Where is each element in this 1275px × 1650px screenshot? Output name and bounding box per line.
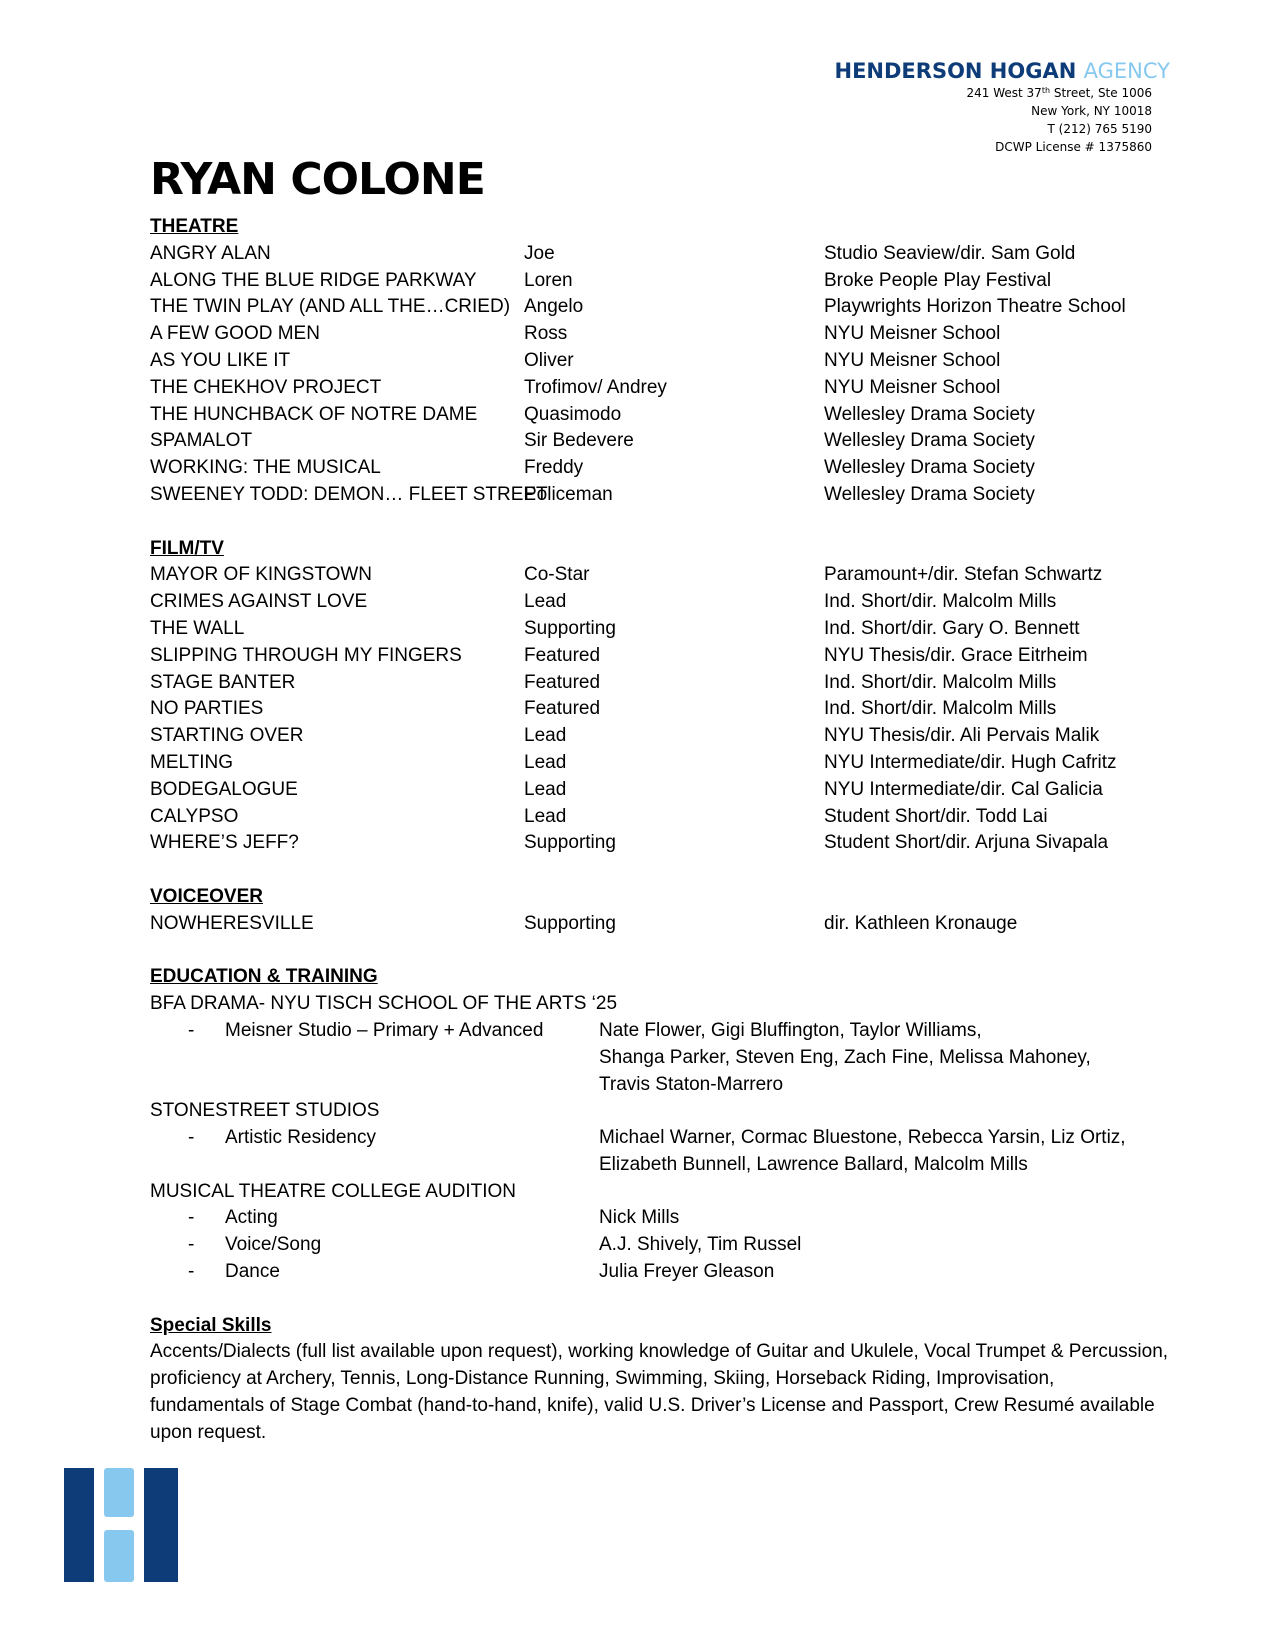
credit-role: Supporting: [524, 912, 616, 934]
film-credit-row: [150, 777, 1170, 804]
resume-body: [150, 214, 1170, 1447]
film-heading: FILM/TV: [150, 537, 224, 559]
agency-street: [835, 84, 1153, 102]
credit-role: Lead: [524, 725, 567, 747]
agency-license: DCWP License # 1375860: [995, 140, 1152, 154]
agency-street-suffix: th: [1041, 86, 1051, 95]
logo-lower-block: [104, 1530, 134, 1582]
credit-title: ANGRY ALAN: [150, 242, 271, 264]
film-credit-row: [150, 670, 1170, 697]
credit-role: Policeman: [524, 483, 613, 505]
theatre-credit-row: [150, 241, 1170, 268]
education-item: [150, 1259, 1170, 1286]
logo-left-bar: [64, 1468, 94, 1582]
credit-title: CRIMES AGAINST LOVE: [150, 591, 368, 613]
skills-text: Accents/Dialects (full list available upon request), working knowledge of Guitar and Ukulele, Vocal Trumpet & Percussion, proficiency at Archery, Tennis, Long-Distance Running, Swimming, Skiing, Horseback Riding, Improvisation, fundamentals of Stage Combat (hand-to-hand, knife), valid U.S. Driver’s License and Passport, Crew Resumé available upon request.: [150, 1341, 1169, 1443]
teacher-line: Nick Mills: [599, 1207, 680, 1229]
credit-venue: Studio Seaview/dir. Sam Gold: [824, 242, 1076, 264]
credit-title: MAYOR OF KINGSTOWN: [150, 564, 373, 586]
credit-title: STARTING OVER: [150, 725, 304, 747]
film-credit-row: [150, 589, 1170, 616]
logo-right-bar: [144, 1468, 178, 1582]
credit-venue: Paramount+/dir. Stefan Schwartz: [824, 564, 1103, 586]
theatre-heading: THEATRE: [150, 216, 239, 237]
credit-venue: Wellesley Drama Society: [824, 457, 1035, 479]
education-list: [150, 991, 1170, 1286]
theatre-credit-row: [150, 294, 1170, 321]
credit-title: WORKING: THE MUSICAL: [150, 457, 381, 479]
credit-title: THE WALL: [150, 617, 245, 639]
logo-upper-block: [104, 1468, 134, 1517]
teacher-line: Nate Flower, Gigi Bluffington, Taylor Williams,: [599, 1019, 982, 1041]
film-credit-row: [150, 696, 1170, 723]
teacher-line: A.J. Shively, Tim Russel: [599, 1234, 802, 1256]
credit-title: SLIPPING THROUGH MY FINGERS: [150, 644, 462, 666]
education-course: Voice/Song: [225, 1234, 322, 1256]
credit-venue: Ind. Short/dir. Malcolm Mills: [824, 671, 1057, 693]
credit-role: Trofimov/ Andrey: [524, 376, 667, 398]
bullet-dash: -: [188, 1234, 195, 1256]
credit-venue: NYU Thesis/dir. Grace Eitrheim: [824, 644, 1088, 666]
education-course: Acting: [225, 1207, 278, 1229]
voiceover-list: [150, 911, 1170, 938]
credit-role: Loren: [524, 269, 573, 291]
credit-title: AS YOU LIKE IT: [150, 349, 291, 371]
credit-role: Ross: [524, 323, 568, 345]
credit-role: Oliver: [524, 349, 574, 371]
credit-venue: Ind. Short/dir. Gary O. Bennett: [824, 617, 1080, 639]
theatre-credit-row: [150, 375, 1170, 402]
credit-role: Lead: [524, 751, 567, 773]
credit-venue: Student Short/dir. Arjuna Sivapala: [824, 832, 1109, 854]
education-teachers: [599, 1259, 1170, 1286]
credit-venue: Wellesley Drama Society: [824, 403, 1035, 425]
education-item: [150, 1205, 1170, 1232]
credit-venue: Wellesley Drama Society: [824, 483, 1035, 505]
education-heading: EDUCATION & TRAINING: [150, 966, 378, 988]
credit-title: NO PARTIES: [150, 698, 264, 720]
credit-venue: NYU Meisner School: [824, 323, 1001, 345]
theatre-credit-row: [150, 268, 1170, 295]
education-course: Meisner Studio – Primary + Advanced: [225, 1019, 544, 1041]
credit-title: STAGE BANTER: [150, 671, 296, 693]
credit-title: SPAMALOT: [150, 430, 253, 452]
education-course: Artistic Residency: [225, 1127, 376, 1149]
performer-name: RYAN COLONE: [150, 154, 485, 205]
credit-role: Co-Star: [524, 564, 590, 586]
credit-venue: NYU Intermediate/dir. Hugh Cafritz: [824, 751, 1117, 773]
credit-title: THE HUNCHBACK OF NOTRE DAME: [150, 403, 478, 425]
bullet-dash: -: [188, 1207, 195, 1229]
education-teachers: [599, 1125, 1170, 1179]
film-credit-row: [150, 750, 1170, 777]
theatre-credit-row: [150, 348, 1170, 375]
theatre-credit-row: [150, 455, 1170, 482]
credit-title: SWEENEY TODD: DEMON… FLEET STREET: [150, 483, 548, 505]
theatre-credit-row: [150, 428, 1170, 455]
agency-name-bold: HENDERSON HOGAN: [834, 59, 1077, 83]
agency-street-number: 241 West 37: [966, 86, 1042, 100]
education-school: MUSICAL THEATRE COLLEGE AUDITION: [150, 1180, 517, 1202]
film-credit-row: [150, 616, 1170, 643]
credit-venue: dir. Kathleen Kronauge: [824, 912, 1018, 934]
agency-phone: T (212) 765 5190: [1047, 122, 1152, 136]
education-teachers: [599, 1205, 1170, 1232]
education-item: [150, 1125, 1170, 1179]
credit-role: Sir Bedevere: [524, 430, 634, 452]
agency-name: [835, 58, 1171, 84]
credit-title: A FEW GOOD MEN: [150, 323, 320, 345]
credit-venue: NYU Meisner School: [824, 349, 1001, 371]
credit-venue: Playwrights Horizon Theatre School: [824, 296, 1126, 318]
credit-role: Featured: [524, 698, 601, 720]
credit-role: Supporting: [524, 832, 616, 854]
theatre-credit-row: [150, 321, 1170, 348]
credit-title: WHERE’S JEFF?: [150, 832, 299, 854]
credit-title: CALYPSO: [150, 805, 239, 827]
film-credit-row: [150, 723, 1170, 750]
credit-venue: NYU Intermediate/dir. Cal Galicia: [824, 778, 1103, 800]
education-teachers: [599, 1232, 1170, 1259]
teacher-line: Elizabeth Bunnell, Lawrence Ballard, Malcolm Mills: [599, 1153, 1028, 1175]
credit-role: Supporting: [524, 617, 616, 639]
credit-venue: Ind. Short/dir. Malcolm Mills: [824, 698, 1057, 720]
film-list: [150, 562, 1170, 857]
education-course: Dance: [225, 1261, 280, 1283]
credit-role: Lead: [524, 778, 567, 800]
credit-role: Featured: [524, 644, 601, 666]
agency-header: [835, 58, 1171, 156]
credit-title: BODEGALOGUE: [150, 778, 298, 800]
teacher-line: Julia Freyer Gleason: [599, 1261, 775, 1283]
credit-role: Lead: [524, 805, 567, 827]
agency-name-light: AGENCY: [1083, 59, 1170, 83]
agency-street-name: Street, Ste 1006: [1050, 86, 1152, 100]
agency-logo: [64, 1468, 178, 1582]
education-item: [150, 1232, 1170, 1259]
credit-venue: Ind. Short/dir. Malcolm Mills: [824, 591, 1057, 613]
credit-title: THE TWIN PLAY (AND ALL THE…CRIED): [150, 296, 511, 318]
credit-title: THE CHEKHOV PROJECT: [150, 376, 382, 398]
credit-role: Quasimodo: [524, 403, 622, 425]
bullet-dash: -: [188, 1127, 195, 1149]
film-credit-row: [150, 830, 1170, 857]
credit-role: Joe: [524, 242, 555, 264]
credit-role: Featured: [524, 671, 601, 693]
bullet-dash: -: [188, 1019, 195, 1041]
credit-venue: NYU Meisner School: [824, 376, 1001, 398]
bullet-dash: -: [188, 1261, 195, 1283]
teacher-line: Shanga Parker, Steven Eng, Zach Fine, Melissa Mahoney,: [599, 1046, 1091, 1068]
agency-city: New York, NY 10018: [1031, 104, 1152, 118]
voiceover-credit-row: [150, 911, 1170, 938]
credit-role: Freddy: [524, 457, 584, 479]
credit-title: ALONG THE BLUE RIDGE PARKWAY: [150, 269, 477, 291]
agency-address: [835, 84, 1153, 156]
theatre-list: [150, 241, 1170, 509]
credit-venue: Wellesley Drama Society: [824, 430, 1035, 452]
credit-venue: NYU Thesis/dir. Ali Pervais Malik: [824, 725, 1100, 747]
education-item: [150, 1018, 1170, 1098]
credit-venue: Student Short/dir. Todd Lai: [824, 805, 1048, 827]
film-credit-row: [150, 562, 1170, 589]
credit-venue: Broke People Play Festival: [824, 269, 1052, 291]
teacher-line: Travis Staton-Marrero: [599, 1073, 784, 1095]
film-credit-row: [150, 804, 1170, 831]
credit-title: MELTING: [150, 751, 234, 773]
education-school: STONESTREET STUDIOS: [150, 1100, 380, 1122]
theatre-credit-row: [150, 482, 1170, 509]
education-teachers: [599, 1018, 1170, 1098]
credit-role: Lead: [524, 591, 567, 613]
credit-role: Angelo: [524, 296, 584, 318]
teacher-line: Michael Warner, Cormac Bluestone, Rebecca Yarsin, Liz Ortiz,: [599, 1127, 1126, 1149]
education-school: BFA DRAMA- NYU TISCH SCHOOL OF THE ARTS ‘25: [150, 993, 618, 1015]
film-credit-row: [150, 643, 1170, 670]
skills-heading: Special Skills: [150, 1314, 272, 1336]
voiceover-heading: VOICEOVER: [150, 885, 263, 907]
credit-title: NOWHERESVILLE: [150, 912, 314, 934]
theatre-credit-row: [150, 402, 1170, 429]
